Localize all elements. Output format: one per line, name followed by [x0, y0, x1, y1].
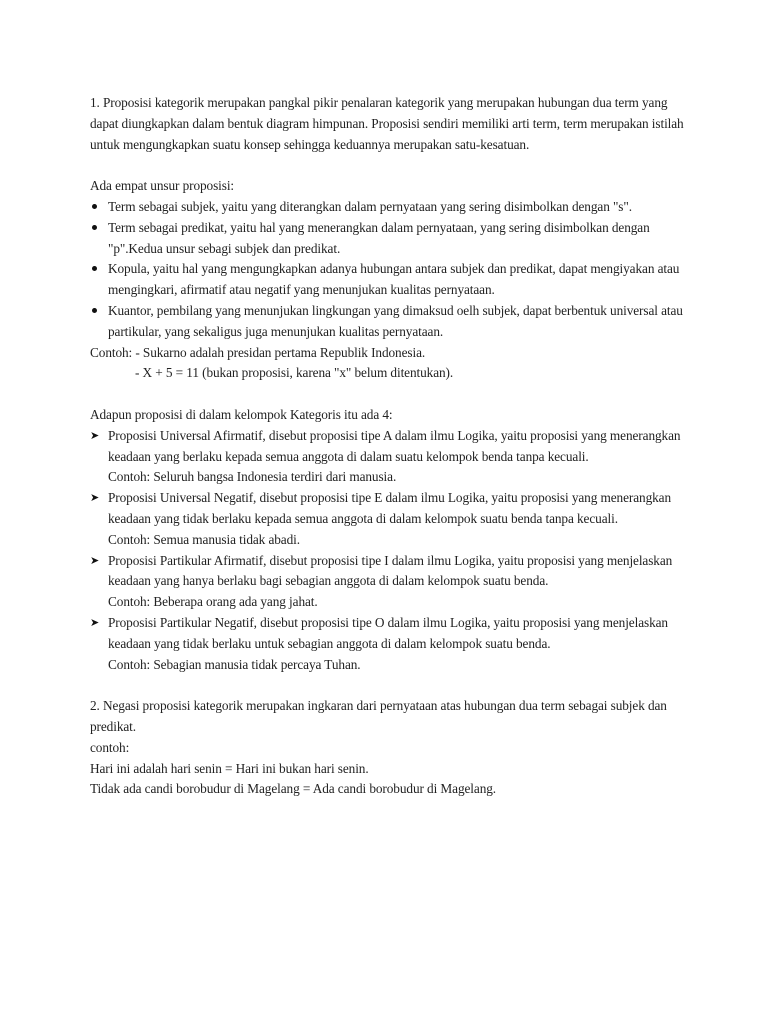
list-item: [90, 613, 690, 675]
unsur-heading: Ada empat unsur proposisi:: [90, 178, 235, 194]
list-item-text: Kopula, yaitu hal yang mengungkapkan adanya hubungan antara subjek dan predikat, dapat mengiyakan atau mengingkari, afirmatif atau negatif yang menunjukan kualitas pernyataan.: [108, 261, 680, 298]
section1-intro: 1. Proposisi kategorik merupakan pangkal pikir penalaran kategorik yang merupakan hubungan dua term yang dapat diungkapkan dalam bentuk diagram himpunan. Proposisi sendiri memiliki arti term, term merupakan istilah untuk mengungkapkan suatu konsep sehingga keduannya merupakan satu-kesatuan.: [90, 95, 684, 152]
contoh-line-1: Contoh: - Sukarno adalah presidan pertama Republik Indonesia.: [90, 344, 426, 360]
bullet-icon: [92, 266, 97, 271]
list-item-text: Term sebagai subjek, yaitu yang diterangkan dalam pernyataan yang sering disimbolkan dengan "s".: [108, 198, 632, 214]
document-page: [90, 93, 690, 800]
list-item: [90, 426, 690, 488]
bullet-icon: [92, 204, 97, 209]
list-item-text: Proposisi Partikular Afirmatif, disebut proposisi tipe I dalam ilmu Logika, yaitu proposisi yang menjelaskan keadaan yang hanya berlaku bagi sebagian anggota di dalam kelompok suatu benda.: [108, 552, 673, 589]
example-text: Contoh: Semua manusia tidak abadi.: [108, 531, 300, 547]
bullet-icon: [92, 225, 97, 230]
arrow-bullet-icon: ➤: [90, 428, 100, 442]
spacer: [90, 384, 690, 405]
bullet-icon: [92, 308, 97, 313]
list-item-text: Kuantor, pembilang yang menunjukan lingkungan yang dimaksud oelh subjek, dapat berbentuk universal atau partikular, yang sekaligus juga menunjukan kualitas pernyataan.: [108, 302, 683, 339]
list-item: [90, 551, 690, 613]
list-item: [90, 259, 690, 301]
arrow-bullet-icon: ➤: [90, 553, 100, 567]
spacer: [90, 155, 690, 176]
negation-example: Hari ini adalah hari senin = Hari ini bukan hari senin.: [90, 760, 369, 776]
list-item: [90, 488, 690, 550]
negation-example: Tidak ada candi borobudur di Magelang = Ada candi borobudur di Magelang.: [90, 781, 497, 797]
arrow-bullet-icon: ➤: [90, 491, 100, 505]
example-text: Contoh: Beberapa orang ada yang jahat.: [108, 594, 318, 610]
list-item: [90, 197, 690, 218]
kelompok-list: [90, 426, 690, 676]
kelompok-heading: Adapun proposisi di dalam kelompok Kategoris itu ada 4:: [90, 406, 393, 422]
unsur-list: [90, 197, 690, 343]
contoh-line-2: - X + 5 = 11 (bukan proposisi, karena "x" belum ditentukan).: [135, 365, 454, 381]
list-item: [90, 301, 690, 343]
list-item-text: Proposisi Universal Afirmatif, disebut proposisi tipe A dalam ilmu Logika, yaitu proposisi yang menerangkan keadaan yang berlaku kepada semua anggota di dalam suatu kelompok benda tanpa kecuali.: [108, 427, 681, 464]
example-text: Contoh: Sebagian manusia tidak percaya Tuhan.: [108, 656, 361, 672]
section2-intro: 2. Negasi proposisi kategorik merupakan ingkaran dari pernyataan atas hubungan dua term sebagai subjek dan predikat.: [90, 698, 667, 734]
contoh-label: contoh:: [90, 739, 130, 755]
spacer: [90, 675, 690, 696]
arrow-bullet-icon: ➤: [90, 615, 100, 629]
list-item-text: Proposisi Universal Negatif, disebut proposisi tipe E dalam ilmu Logika, yaitu proposisi yang menerangkan keadaan yang tidak berlaku kepada semua anggota di dalam kelompok suatu benda tanpa kecuali.: [108, 490, 672, 526]
example-text: Contoh: Seluruh bangsa Indonesia terdiri dari manusia.: [108, 469, 397, 485]
list-item-text: Proposisi Partikular Negatif, disebut proposisi tipe O dalam ilmu Logika, yaitu proposisi yang menjelaskan keadaan yang tidak berlaku untuk sebagian anggota di dalam kelompok suatu benda.: [108, 614, 668, 651]
list-item: [90, 218, 690, 260]
list-item-text: Term sebagai predikat, yaitu hal yang menerangkan dalam pernyataan, yang sering disimbolkan dengan "p".Kedua unsur sebagi subjek dan predikat.: [108, 219, 650, 256]
